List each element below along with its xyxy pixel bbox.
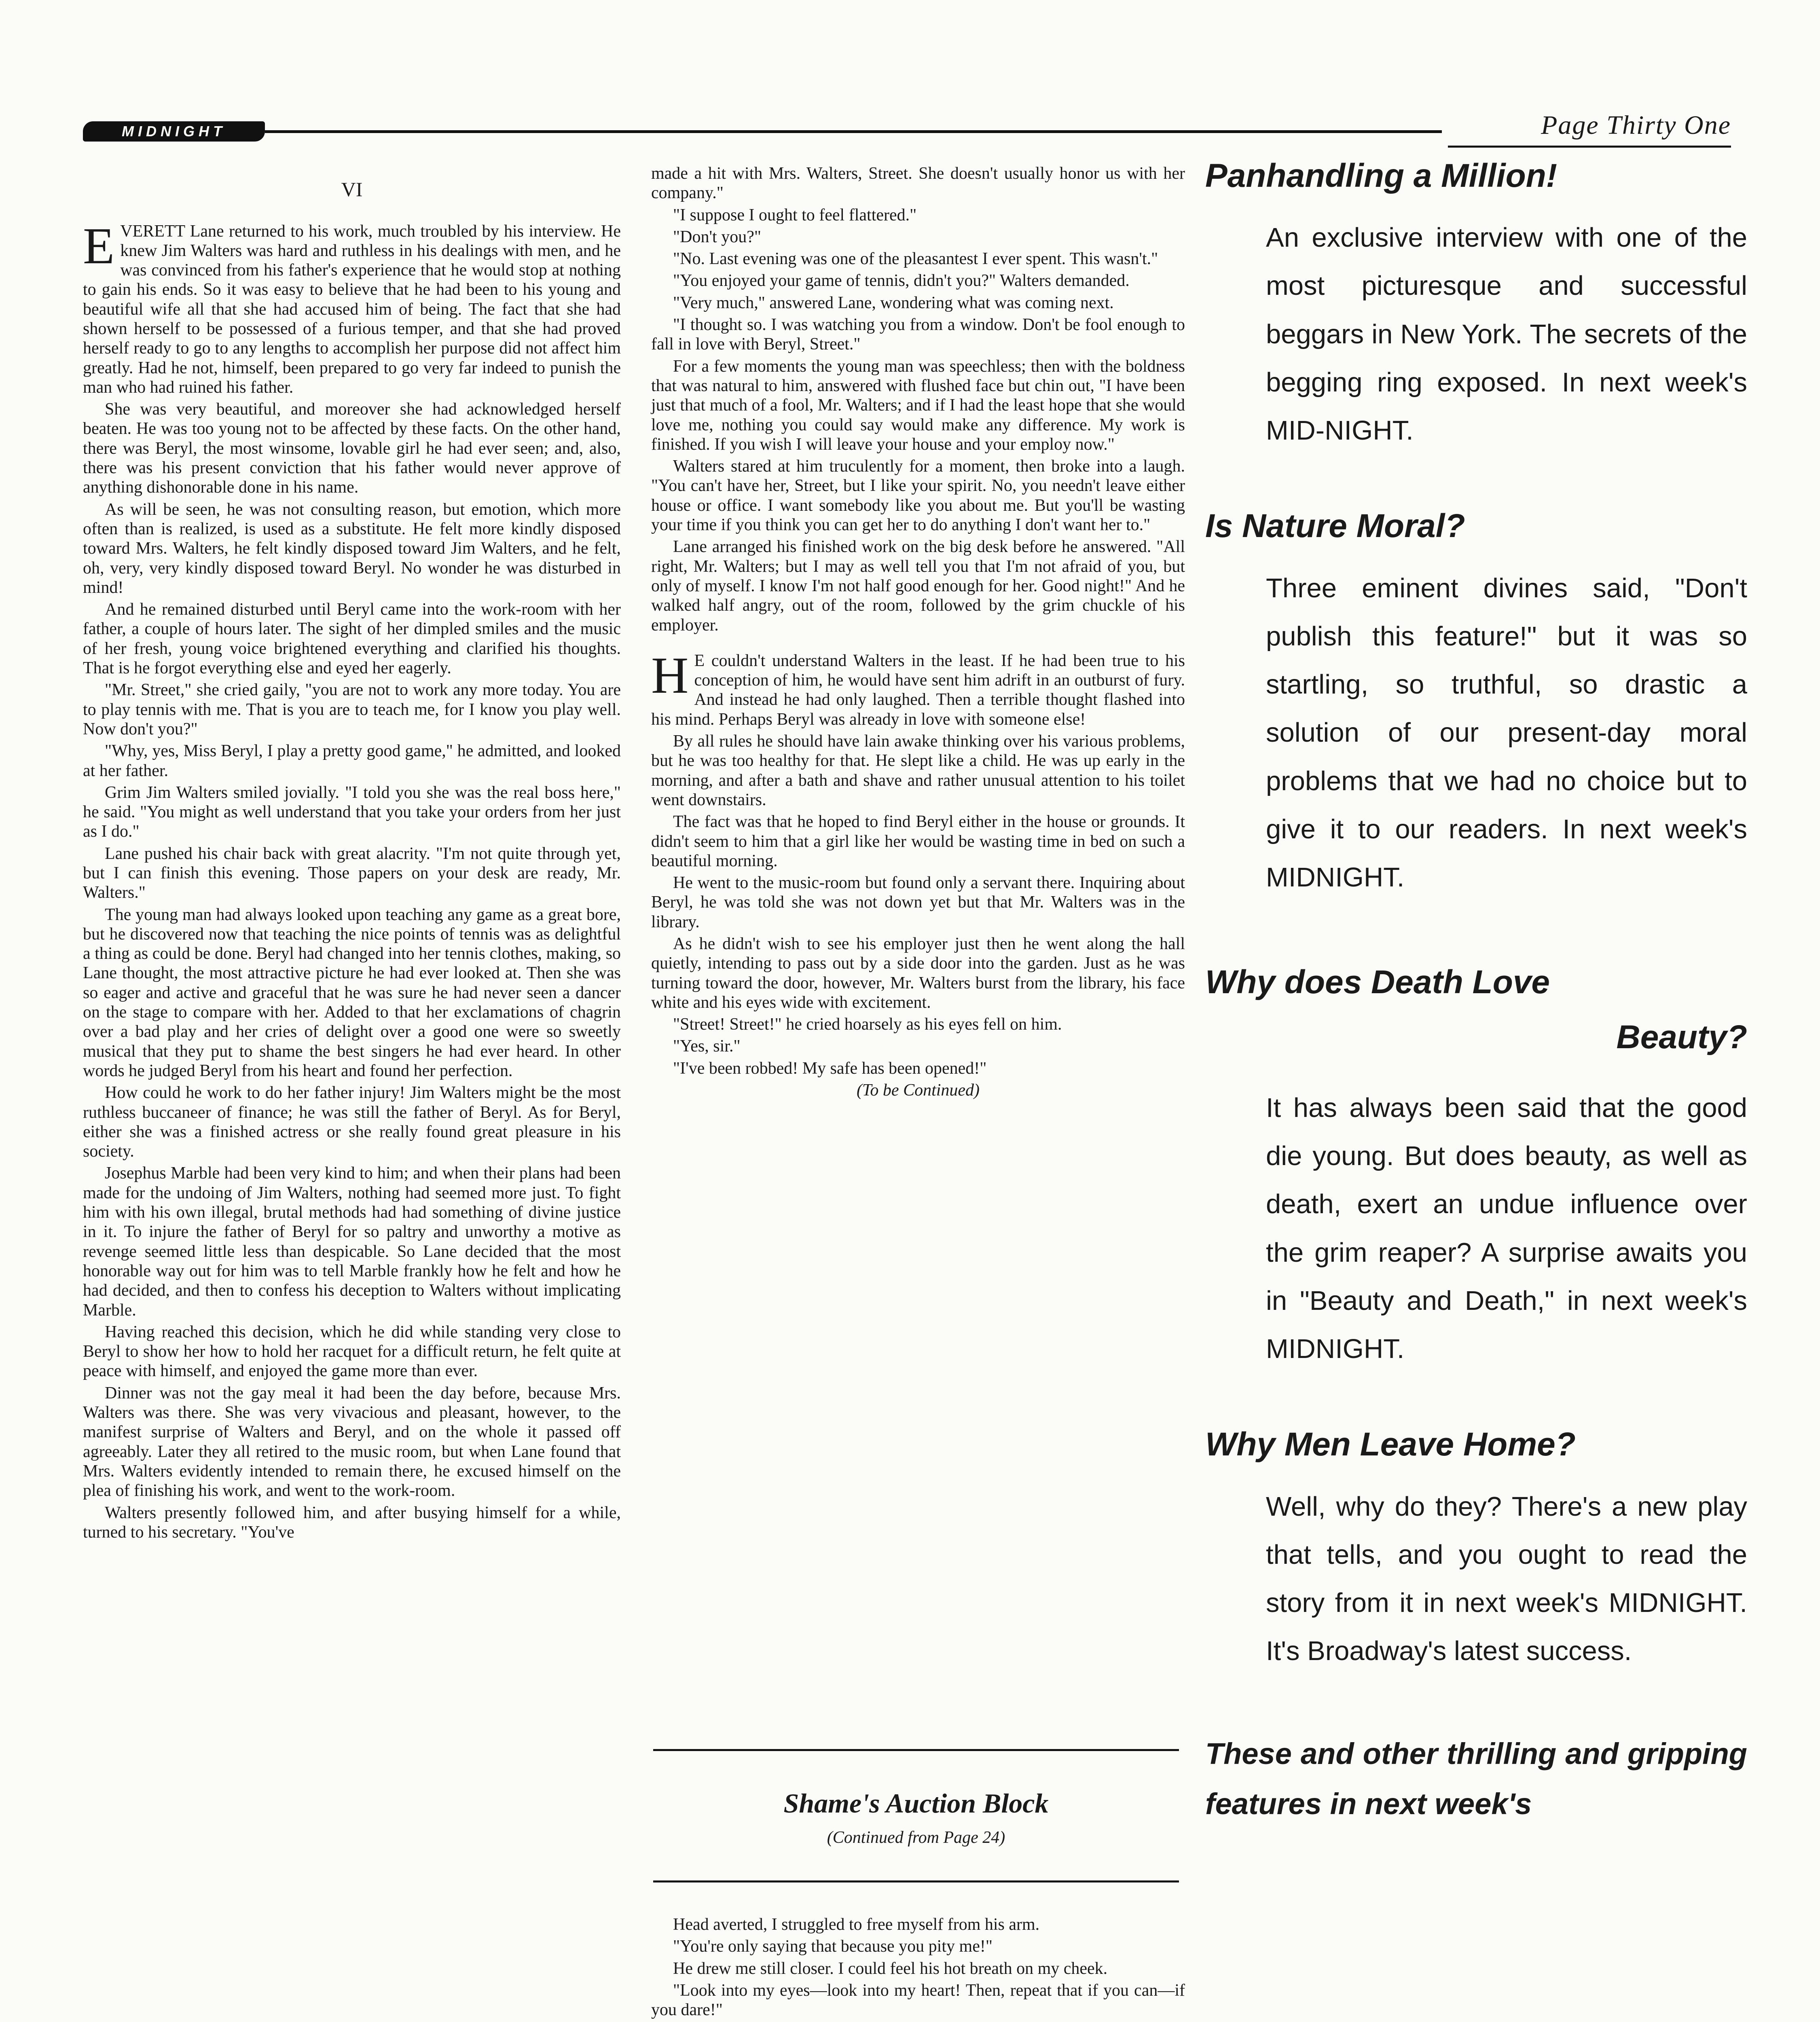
story-paragraph: She was very beautiful, and moreover she had acknowledged herself beaten. He was too young not to be affected by these facts. On the other hand, there was Beryl, the most winsome, lovable girl he had ever seen; and, also, there was his present conviction that his father would never approve of anything dishonorable done in his name.: [83, 400, 621, 497]
ad-title: Why Men Leave Home?: [1205, 1426, 1576, 1463]
ad-title: [1205, 955, 1747, 1064]
story-paragraph: Having reached this decision, which he did while standing very close to Beryl to show her how to hold her racquet for a difficult return, he felt quite at peace with himself, and enjoyed the game more than ever.: [83, 1322, 621, 1381]
story-paragraph: EVERETT Lane returned to his work, much troubled by his interview. He knew Jim Walters was hard and ruthless in his dealings with men, and he was convinced from his father's experience that he would stop at nothing to gain his ends. So it was easy to believe that he had been to his young and beautiful wife all that she had accused him of being. The fact that she had shown herself to be possessed of a furious temper, and that she had proved herself ready to go to any lengths to accomplish her purpose did not affect him greatly. Had he not, himself, been prepared to go very far indeed to punish the man who had ruined his father.: [83, 217, 621, 397]
story-paragraph: "Street! Street!" he cried hoarsely as his eyes fell on him.: [673, 1015, 1062, 1034]
drop-cap: E: [83, 217, 115, 275]
ad-title-line1: Why does Death Love: [1205, 964, 1550, 1001]
story-paragraph: For a few moments the young man was speechless; then with the boldness that was natural to him, answered with flushed face but chin out, "I have been just that much of a fool, Mr. Walters; and if I had the least hope that she would love me, nothing you could say would make any difference. My work is finished. If you wish I will leave your house and your employ now.": [651, 357, 1185, 454]
closing-tagline: These and other thrilling and gripping features in next week's: [1205, 1736, 1747, 1821]
ad-death-beauty: [1205, 955, 1747, 1373]
story-paragraph: Walters stared at him truculently for a moment, then broke into a laugh. "You can't have her, Street, but I like your spirit. No, you needn't leave either house or office. I want somebody like you about me. But you'll be wasting your time if you think you can get her to do anything I don't want her to.": [651, 457, 1185, 535]
ads-column: [1205, 158, 1747, 1829]
story-paragraph: "I thought so. I was watching you from a window. Don't be fool enough to fall in love with Beryl, Street.": [651, 315, 1185, 354]
story-paragraph: "No. Last evening was one of the pleasantest I ever spent. This wasn't.": [673, 250, 1158, 269]
story-paragraph: "Look into my eyes—look into my heart! Then, repeat that if you can—if you dare!": [651, 1981, 1185, 2020]
section-rule-bottom: [653, 1880, 1179, 1882]
story-paragraph: As will be seen, he was not consulting reason, but emotion, which more often than is realized, is used as a substitute. He felt more kindly disposed toward Mrs. Walters, he felt kindly disposed toward Jim Walters, and he felt, oh, very, very kindly disposed toward Beryl. No wonder he was disturbed in mind!: [83, 500, 621, 597]
ad-body: Three eminent divines said, "Don't publish this feature!" but it was so startling, so truthful, so drastic a solution of our present-day moral problems that we had no choice but to give it to our readers. In next week's MIDNIGHT.: [1266, 573, 1747, 893]
story-paragraph: As he didn't wish to see his employer just then he went along the hall quietly, intending to pass out by a side door into the garden. Just as he was turning toward the door, however, Mr. Walters burst from the library, his face white and his eyes wide with excitement.: [651, 934, 1185, 1012]
story-paragraph: He went to the music-room but found only a servant there. Inquiring about Beryl, he was told she was not down yet but that Mr. Walters was in the library.: [651, 874, 1185, 931]
story-paragraph: Josephus Marble had been very kind to him; and when their plans had been made for the undoing of Jim Walters, nothing had seemed more just. To fight him with his own illegal, brutal methods had had something of divine justice in it. To injure the father of Beryl for so paltry and unworthy a motive as revenge seemed little less than despicable. So Lane decided that the most honorable way out for him was to tell Marble frankly how he felt and how he had decided, and then to confess his deception to Walters without implicating Marble.: [83, 1164, 621, 1320]
ad-body: An exclusive interview with one of the most picturesque and successful beggars in New York. The secrets of the begging ring exposed. In next week's MID-NIGHT.: [1266, 222, 1747, 446]
story-paragraph: Grim Jim Walters smiled jovially. "I told you she was the real boss here," he said. "You might as well understand that you take your orders from her just as I do.": [83, 783, 621, 841]
story-paragraph: "Mr. Street," she cried gaily, "you are not to work any more today. You are to play tennis with me. That is you are to teach me, for I know you play well. Now don't you?": [83, 681, 621, 738]
ad-nature-moral: [1205, 508, 1747, 901]
shame-paragraphs: [651, 1915, 1185, 2022]
shame-story: [651, 1915, 1185, 2022]
story-paragraph: Walters presently followed him, and after busying himself for a while, turned to his secretary. "You've: [83, 1503, 621, 1542]
ad-body: It has always been said that the good die young. But does beauty, as well as death, exert an undue influence over the grim reaper? A surprise awaits you in "Beauty and Death," in next week's MIDNIGHT.: [1266, 1092, 1747, 1364]
page-number: Page Thirty One: [1541, 110, 1731, 140]
story-column-1: [83, 178, 621, 1544]
masthead-logo: [83, 121, 265, 142]
header-rule-left: [265, 130, 1442, 133]
shame-subtitle: (Continued from Page 24): [827, 1828, 1005, 1847]
story-paragraph: "You're only saying that because you pity me!": [673, 1937, 993, 1956]
story-paragraph: "Yes, sir.": [673, 1037, 741, 1056]
ad-panhandling: [1205, 158, 1747, 455]
story-paragraph: By all rules he should have lain awake thinking over his various problems, but he was too healthy for that. He slept like a child. He was up early in the morning, and after a bath and shave and rather unusual attention to his toilet went downstairs.: [651, 732, 1185, 809]
story-paragraph: How could he work to do her father injury! Jim Walters might be the most ruthless buccaneer of finance; he was still the father of Beryl. As for Beryl, either she was a finished actress or she really found great pleasure in his society.: [83, 1083, 621, 1161]
story-paragraph: "You enjoyed your game of tennis, didn't you?" Walters demanded.: [673, 271, 1130, 290]
shame-title: Shame's Auction Block: [783, 1788, 1049, 1819]
story-paragraph: Dinner was not the gay meal it had been the day before, because Mrs. Walters was there. She was very vivacious and pleasant, however, to the manifest surprise of Walters and Beryl, and on the whole it passed off agreeably. Later they all retired to the music room, but when Lane found that Mrs. Walters evidently intended to remain there, he excused himself on the plea of finishing his work, and went to the work-room.: [83, 1383, 621, 1500]
story-paragraph: "I've been robbed! My safe has been opened!": [673, 1059, 987, 1078]
story-paragraph: "I suppose I ought to feel flattered.": [673, 205, 917, 224]
story-paragraph: made a hit with Mrs. Walters, Street. She doesn't usually honor us with her company.": [651, 164, 1185, 203]
story-col2-paragraphs: [651, 164, 1185, 1078]
story-column-2: [651, 164, 1185, 1102]
story-paragraph: Lane pushed his chair back with great alacrity. "I'm not quite through yet, but I can finish this evening. Those papers on your desk are ready, Mr. Walters.": [83, 844, 621, 902]
to-be-continued: (To be Continued): [856, 1081, 980, 1100]
ad-title: Is Nature Moral?: [1205, 508, 1465, 545]
story-paragraph: The fact was that he hoped to find Beryl either in the house or grounds. It didn't seem to him that a girl like her would be wasting time in bed on such a beautiful morning.: [651, 812, 1185, 870]
story-col1-paragraphs: [83, 217, 621, 1542]
section-rule-top: [653, 1749, 1179, 1751]
masthead-text: MIDNIGHT: [122, 123, 226, 140]
ad-body: Well, why do they? There's a new play that tells, and you ought to read the story from it in next week's MIDNIGHT. It's Broadway's latest success.: [1266, 1491, 1747, 1667]
ad-men-leave-home: [1205, 1426, 1747, 1675]
story-paragraph: "Why, yes, Miss Beryl, I play a pretty good game," he admitted, and looked at her father.: [83, 742, 621, 780]
header-rule-right: [1448, 146, 1731, 148]
story-paragraph: He drew me still closer. I could feel his hot breath on my cheek.: [673, 1959, 1108, 1978]
story-paragraph: And he remained disturbed until Beryl came into the work-room with her father, a couple of hours later. The sight of her dimpled smiles and the music of her fresh, young voice brightened everything and clarified his thoughts. That is he forgot everything else and eyed her eagerly.: [83, 600, 621, 678]
ad-title: Panhandling a Million!: [1205, 157, 1558, 194]
ad-title-line2: Beauty?: [1616, 1018, 1747, 1055]
story-paragraph: Lane arranged his finished work on the big desk before he answered. "All right, Mr. Walters; but I may as well tell you that I'm not afraid of you, but only of myself. I know I'm not half good enough for her. Good night!" And he walked half angry, out of the room, followed by the grim chuckle of his employer.: [651, 537, 1185, 635]
chapter-number: VI: [341, 178, 363, 201]
story-paragraph: "Very much," answered Lane, wondering what was coming next.: [673, 293, 1114, 312]
story-paragraph: Head averted, I struggled to free myself from his arm.: [673, 1915, 1040, 1934]
story-paragraph: H E couldn't understand Walters in the least. If he had been true to his conception of him, he would have sent him adrift in an outburst of fury. And instead he had only laughed. Then a terrible thought flashed into his mind. Perhaps Beryl was already in love with someone else!: [651, 646, 1185, 729]
story-paragraph: The young man had always looked upon teaching any game as a great bore, but he discovered now that teaching the nice points of tennis was as delightful a thing as could be done. Beryl had changed into her tennis clothes, making, so Lane thought, the most attractive picture he had ever looked at. Then she was so eager and active and graceful that he was sure he had never seen a dancer on the stage to compare with her. Added to that her exclamations of chagrin over a bad play and her cries of delight over a good one were so sweetly musical that they put to shame the best singers he had ever heard. In other words he judged Beryl from his heart and found her perfection.: [83, 905, 621, 1080]
drop-cap: H: [651, 646, 689, 704]
story-paragraph: "Don't you?": [673, 227, 761, 246]
